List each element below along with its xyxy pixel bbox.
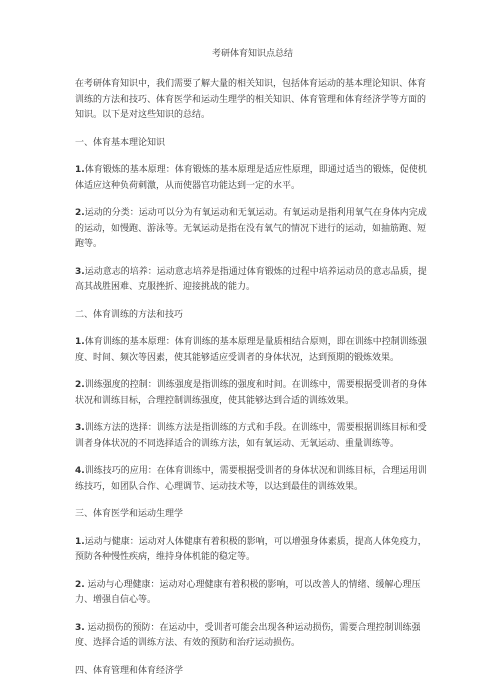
list-item	[75, 464, 430, 495]
list-item	[75, 535, 430, 566]
intro-paragraph: 在考研体育知识中，我们需要了解大量的相关知识，包括体育运动的基本理论知识、体育训练的方法和技巧、体育医学和运动生理学的相关知识、体育管理和体育经济学等方面的知识。以下是对这些知识的总结。	[75, 77, 430, 124]
list-item	[75, 621, 430, 652]
item-text: 运动损伤的预防：在运动中，受训者可能会出现各种运动损伤，需要合理控制训练强度、选择合适的训练方法、有效的预防和治疗运动损伤。	[75, 623, 421, 649]
list-item	[75, 265, 430, 296]
item-text: 体育训练的基本原理：体育训练的基本原理是量质相结合原则，即在训练中控制训练强度、时间、频次等因素，使其能够适应受训者的身体状况，达到预期的锻炼效果。	[75, 337, 427, 363]
item-text: 运动与心理健康：运动对心理健康有着积极的影响，可以改善人的情绪、缓解心理压力、增强自信心等。	[75, 580, 421, 606]
item-number: 1.	[75, 337, 85, 347]
section-heading-3: 三、体育医学和运动生理学	[75, 507, 430, 523]
item-number: 4.	[75, 466, 85, 476]
item-text: 训练强度的控制：训练强度是指训练的强度和时间。在训练中，需要根据受训者的身体状况和训练目标，合理控制训练强度，使其能够达到合适的训练效果。	[75, 380, 427, 406]
item-number: 3.	[75, 423, 85, 433]
item-number: 2.	[75, 208, 85, 218]
section-heading-1: 一、体育基本理论知识	[75, 136, 430, 152]
item-number: 2.	[75, 580, 85, 590]
item-number: 2.	[75, 380, 85, 390]
item-text: 训练方法的选择：训练方法是指训练的方式和手段。在训练中，需要根据训练目标和受训者身体状况的不同选择适合的训练方法，如有氧运动、无氧运动、重量训练等。	[75, 423, 427, 449]
list-item	[75, 335, 430, 366]
document-title: 考研体育知识点总结	[75, 48, 430, 60]
list-item	[75, 163, 430, 194]
item-number: 3.	[75, 623, 85, 633]
list-item	[75, 206, 430, 253]
section-heading-2: 二、体育训练的方法和技巧	[75, 308, 430, 324]
item-number: 3.	[75, 267, 85, 277]
list-item	[75, 421, 430, 452]
item-number: 1.	[75, 537, 85, 547]
section-heading-4: 四、体育管理和体育经济学	[75, 664, 430, 679]
item-text: 运动的分类：运动可以分为有氧运动和无氧运动。有氧运动是指利用氧气在身体内完成的运动，如慢跑、游泳等。无氧运动是指在没有氧气的情况下进行的运动，如抽筋跑、短跑等。	[75, 208, 427, 249]
list-item	[75, 378, 430, 409]
item-number: 1.	[75, 165, 85, 175]
list-item	[75, 578, 430, 609]
item-text: 运动与健康：运动对人体健康有着积极的影响，可以增强身体素质，提高人体免疫力，预防各种慢性疾病，维持身体机能的稳定等。	[75, 537, 427, 563]
item-text: 体育锻炼的基本原理：体育锻炼的基本原理是适应性原理，即通过适当的锻炼，促使机体适应这种负荷刺激，从而使器官功能达到一定的水平。	[75, 165, 427, 191]
item-text: 训练技巧的应用：在体育训练中，需要根据受训者的身体状况和训练目标，合理运用训练技巧，如团队合作、心理调节、运动技术等，以达到最佳的训练效果。	[75, 466, 427, 492]
item-text: 运动意志的培养：运动意志培养是指通过体育锻炼的过程中培养运动员的意志品质，提高其战胜困难、克服挫折、迎接挑战的能力。	[75, 267, 427, 293]
